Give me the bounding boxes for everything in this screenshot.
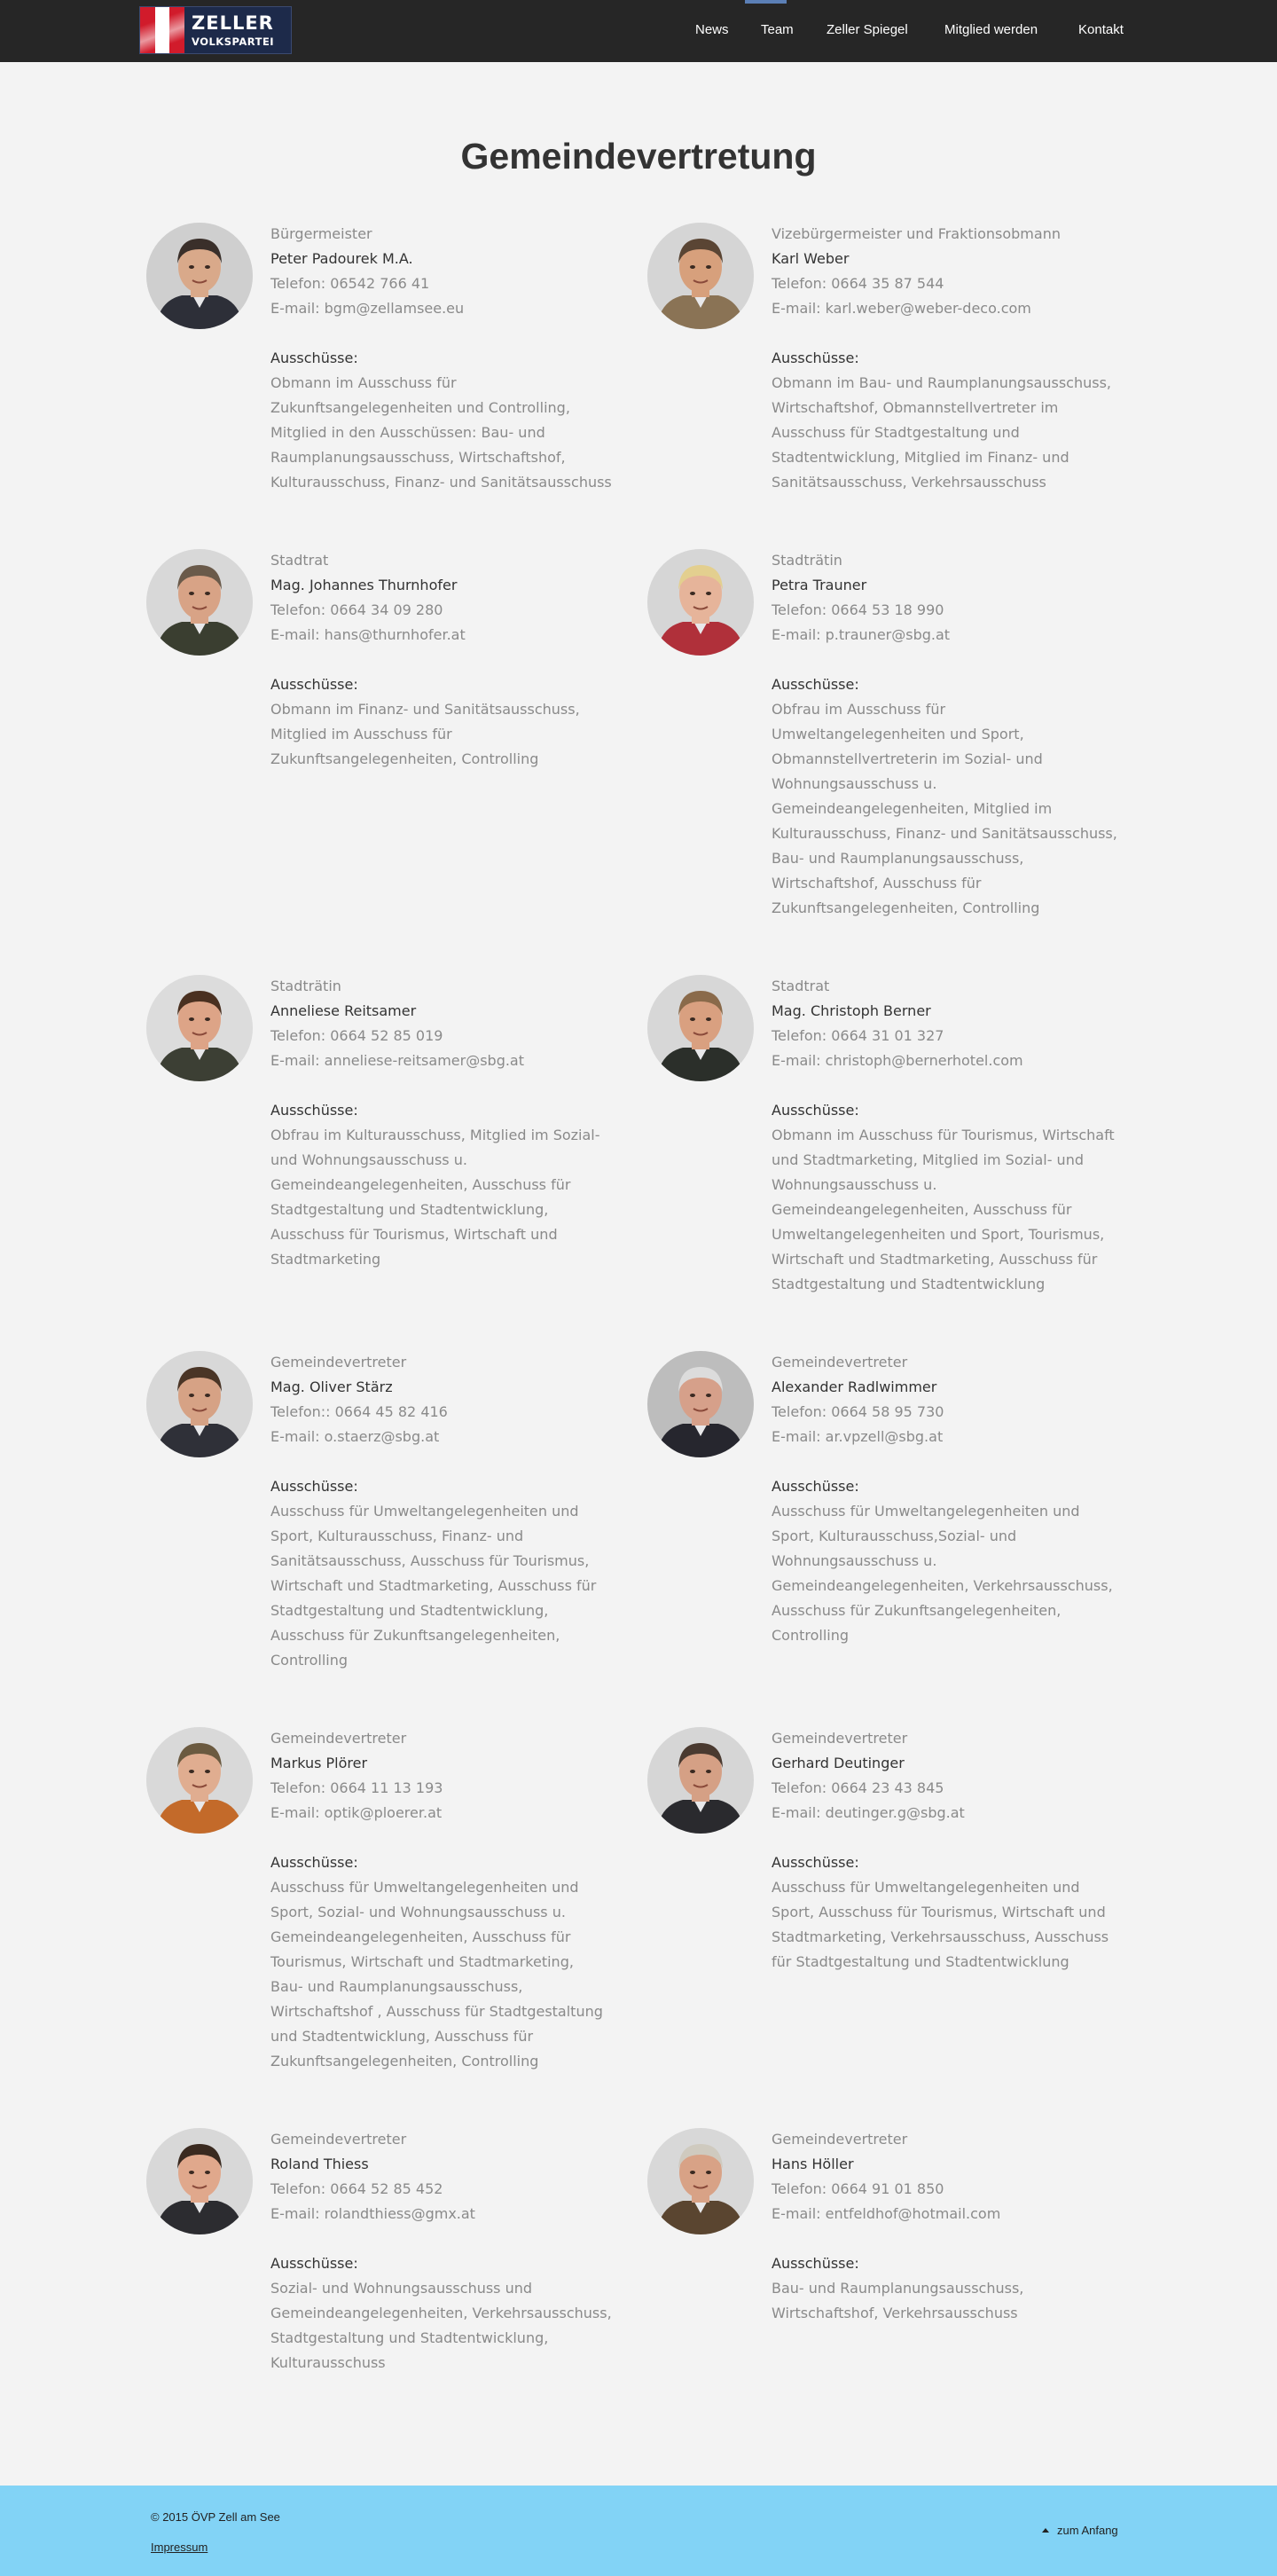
member-email[interactable]: E-mail: rolandthiess@gmx.at [270, 2205, 475, 2222]
ausschuesse-line: Stadtgestaltung und Stadtentwicklung, [270, 1201, 549, 1218]
top-navigation-bar [0, 0, 1277, 62]
member-photo [647, 1727, 754, 1834]
ausschuesse-line: Zukunftsangelegenheiten, Controlling [270, 2053, 539, 2069]
member-role: Gemeindevertreter [270, 2131, 407, 2148]
member-name: Karl Weber [772, 250, 850, 267]
ausschuesse-label: Ausschüsse: [270, 1102, 358, 1119]
member-email[interactable]: E-mail: entfeldhof@hotmail.com [772, 2205, 1001, 2222]
member-photo [146, 2128, 253, 2234]
member-photo [647, 975, 754, 1081]
member-role: Gemeindevertreter [270, 1730, 407, 1747]
member-name: Mag. Christoph Berner [772, 1002, 931, 1019]
ausschuesse-line: Obfrau im Kulturausschuss, Mitglied im Sozial- [270, 1127, 600, 1143]
ausschuesse-label: Ausschüsse: [772, 349, 859, 366]
member-role: Stadträtin [772, 552, 842, 569]
nav-item-mitglied-werden[interactable]: Mitglied werden [944, 22, 1038, 37]
member-email[interactable]: E-mail: optik@ploerer.at [270, 1804, 443, 1821]
member-name: Anneliese Reitsamer [270, 1002, 417, 1019]
ausschuesse-line: Obfrau im Ausschuss für [772, 701, 946, 718]
footer [0, 2486, 1277, 2576]
ausschuesse-line: Stadtgestaltung und Stadtentwicklung, [270, 2329, 549, 2346]
member-name: Peter Padourek M.A. [270, 250, 413, 267]
member-email[interactable]: E-mail: deutinger.g@sbg.at [772, 1804, 965, 1821]
member-email[interactable]: E-mail: karl.weber@weber-deco.com [772, 300, 1031, 317]
ausschuesse-line: Obmann im Finanz- und Sanitätsausschuss, [270, 701, 580, 718]
ausschuesse-label: Ausschüsse: [772, 1478, 859, 1495]
ausschuesse-line: Gemeindeangelegenheiten, Ausschuss für [772, 1201, 1072, 1218]
member-name: Petra Trauner [772, 577, 867, 593]
member-role: Gemeindevertreter [772, 1730, 908, 1747]
ausschuesse-line: Stadtgestaltung und Stadtentwicklung [772, 1276, 1046, 1292]
ausschuesse-line: Ausschuss für Zukunftsangelegenheiten, [772, 1602, 1062, 1619]
member-name: Roland Thiess [270, 2156, 369, 2172]
member-photo [146, 549, 253, 656]
ausschuesse-line: Bau- und Raumplanungsausschuss, [772, 2280, 1024, 2297]
member-photo [146, 1351, 253, 1457]
ausschuesse-line: Raumplanungsausschuss, Wirtschaftshof, [270, 449, 566, 466]
arrow-up-icon [1042, 2528, 1049, 2533]
impressum-link[interactable]: Impressum [151, 2541, 208, 2554]
ausschuesse-label: Ausschüsse: [270, 2255, 358, 2272]
member-email[interactable]: E-mail: p.trauner@sbg.at [772, 626, 951, 643]
ausschuesse-line: Ausschuss für Umweltangelegenheiten und [772, 1503, 1080, 1520]
ausschuesse-line: Obmann im Ausschuss für [270, 374, 457, 391]
member-role: Stadtrat [270, 552, 329, 569]
member-email[interactable]: E-mail: anneliese-reitsamer@sbg.at [270, 1052, 525, 1069]
ausschuesse-label: Ausschüsse: [270, 349, 358, 366]
back-to-top-label: zum Anfang [1057, 2524, 1118, 2537]
ausschuesse-line: Wirtschaftshof, Verkehrsausschuss [772, 2305, 1018, 2321]
ausschuesse-line: Sozial- und Wohnungsausschuss und [270, 2280, 533, 2297]
ausschuesse-label: Ausschüsse: [772, 1102, 859, 1119]
member-email[interactable]: E-mail: o.staerz@sbg.at [270, 1428, 440, 1445]
ausschuesse-line: Stadtentwicklung, Mitglied im Finanz- und [772, 449, 1069, 466]
member-email[interactable]: E-mail: bgm@zellamsee.eu [270, 300, 465, 317]
ausschuesse-line: Wirtschaftshof , Ausschuss für Stadtgestaltung [270, 2003, 603, 2020]
ausschuesse-line: Ausschuss für Tourismus, Wirtschaft und [270, 1226, 558, 1243]
ausschuesse-label: Ausschüsse: [270, 1478, 358, 1495]
ausschuesse-line: Kulturausschuss, Finanz- und Sanitätsausschuss [270, 474, 612, 491]
ausschuesse-line: Stadtmarketing [270, 1251, 381, 1268]
active-nav-indicator [745, 0, 787, 4]
nav-item-team[interactable]: Team [761, 22, 794, 37]
member-phone: Telefon: 0664 53 18 990 [772, 601, 944, 618]
ausschuesse-line: Sanitätsausschuss, Verkehrsausschuss [772, 474, 1046, 491]
nav-item-news[interactable]: News [695, 22, 729, 37]
member-photo [647, 1351, 754, 1457]
party-logo[interactable] [139, 6, 292, 54]
ausschuesse-line: Bau- und Raumplanungsausschuss, [772, 850, 1024, 867]
page-title: Gemeindevertretung [460, 136, 817, 177]
ausschuesse-line: Zukunftsangelegenheiten, Controlling [270, 750, 539, 767]
ausschuesse-label: Ausschüsse: [772, 1854, 859, 1871]
member-name: Gerhard Deutinger [772, 1755, 905, 1771]
ausschuesse-line: Ausschuss für Umweltangelegenheiten und [270, 1503, 579, 1520]
ausschuesse-line: Wohnungsausschuss u. [772, 1176, 937, 1193]
ausschuesse-line: für Stadtgestaltung und Stadtentwicklung [772, 1953, 1069, 1970]
member-phone: Telefon: 0664 34 09 280 [270, 601, 443, 618]
ausschuesse-line: Mitglied im Ausschuss für [270, 726, 452, 742]
logo-subtitle: VOLKSPARTEI [192, 35, 275, 48]
ausschuesse-line: und Stadtentwicklung, Ausschuss für [270, 2028, 534, 2045]
ausschuesse-line: Sport, Kulturausschuss, Finanz- und [270, 1528, 524, 1544]
member-photo [146, 223, 253, 329]
ausschuesse-line: Wirtschaft und Stadtmarketing, Ausschuss für [772, 1251, 1098, 1268]
member-photo [146, 1727, 253, 1834]
flag-icon [140, 7, 184, 54]
ausschuesse-line: Sport, Ausschuss für Tourismus, Wirtschaft und [772, 1904, 1106, 1920]
copyright-text: © 2015 ÖVP Zell am See [151, 2510, 280, 2524]
nav-item-kontakt[interactable]: Kontakt [1078, 22, 1124, 37]
member-phone: Telefon: 0664 91 01 850 [772, 2180, 944, 2197]
ausschuesse-line: Tourismus, Wirtschaft und Stadtmarketing, [270, 1953, 574, 1970]
ausschuesse-line: Wirtschaftshof, Ausschuss für [772, 875, 982, 891]
ausschuesse-line: Obmannstellvertreterin im Sozial- und [772, 750, 1043, 767]
member-phone: Telefon: 0664 11 13 193 [270, 1779, 443, 1796]
ausschuesse-line: Obmann im Ausschuss für Tourismus, Wirtschaft [772, 1127, 1115, 1143]
member-email[interactable]: E-mail: christoph@bernerhotel.com [772, 1052, 1023, 1069]
ausschuesse-line: Stadtgestaltung und Stadtentwicklung, [270, 1602, 549, 1619]
member-name: Markus Plörer [270, 1755, 368, 1771]
logo-title: ZELLER [192, 12, 274, 34]
member-photo [146, 975, 253, 1081]
ausschuesse-label: Ausschüsse: [270, 1854, 358, 1871]
member-email[interactable]: E-mail: ar.vpzell@sbg.at [772, 1428, 944, 1445]
member-name: Hans Höller [772, 2156, 854, 2172]
ausschuesse-line: Zukunftsangelegenheiten und Controlling, [270, 399, 570, 416]
member-role: Gemeindevertreter [772, 1354, 908, 1370]
ausschuesse-line: Mitglied in den Ausschüssen: Bau- und [270, 424, 545, 441]
ausschuesse-line: Wohnungsausschuss u. [772, 775, 937, 792]
member-role: Gemeindevertreter [270, 1354, 407, 1370]
member-phone: Telefon: 0664 31 01 327 [772, 1027, 944, 1044]
member-photo [647, 2128, 754, 2234]
ausschuesse-line: Ausschuss für Umweltangelegenheiten und [270, 1879, 579, 1896]
ausschuesse-line: Ausschuss für Zukunftsangelegenheiten, [270, 1627, 560, 1644]
ausschuesse-line: Gemeindeangelegenheiten, Mitglied im [772, 800, 1053, 817]
ausschuesse-line: Wohnungsausschuss u. [772, 1552, 937, 1569]
ausschuesse-line: Controlling [270, 1652, 349, 1669]
ausschuesse-line: Umweltangelegenheiten und Sport, [772, 726, 1024, 742]
nav-item-zeller-spiegel[interactable]: Zeller Spiegel [827, 22, 908, 37]
ausschuesse-line: Zukunftsangelegenheiten, Controlling [772, 899, 1040, 916]
ausschuesse-line: Gemeindeangelegenheiten, Verkehrsausschuss, [270, 2305, 612, 2321]
member-phone: Telefon: 0664 52 85 019 [270, 1027, 443, 1044]
ausschuesse-line: Controlling [772, 1627, 850, 1644]
member-phone: Telefon: 0664 23 43 845 [772, 1779, 944, 1796]
ausschuesse-label: Ausschüsse: [270, 676, 358, 693]
ausschuesse-line: Ausschuss für Stadtgestaltung und [772, 424, 1020, 441]
ausschuesse-line: Kulturausschuss [270, 2354, 386, 2371]
ausschuesse-line: Wirtschaft und Stadtmarketing, Ausschuss für [270, 1577, 597, 1594]
ausschuesse-line: Ausschuss für Umweltangelegenheiten und [772, 1879, 1080, 1896]
ausschuesse-line: Gemeindeangelegenheiten, Ausschuss für [270, 1176, 571, 1193]
ausschuesse-line: Obmann im Bau- und Raumplanungsausschuss, [772, 374, 1111, 391]
ausschuesse-line: Sport, Sozial- und Wohnungsausschuss u. [270, 1904, 566, 1920]
member-phone: Telefon: 0664 35 87 544 [772, 275, 944, 292]
ausschuesse-line: Gemeindeangelegenheiten, Verkehrsausschuss, [772, 1577, 1113, 1594]
member-role: Vizebürgermeister und Fraktionsobmann [772, 225, 1061, 242]
ausschuesse-line: und Wohnungsausschuss u. [270, 1151, 467, 1168]
member-phone: Telefon: 0664 52 85 452 [270, 2180, 443, 2197]
member-name: Alexander Radlwimmer [772, 1378, 937, 1395]
member-phone: Telefon:: 0664 45 82 416 [270, 1403, 448, 1420]
member-photo [647, 549, 754, 656]
member-name: Mag. Oliver Stärz [270, 1378, 393, 1395]
member-phone: Telefon: 06542 766 41 [270, 275, 430, 292]
ausschuesse-line: Kulturausschuss, Finanz- und Sanitätsausschuss, [772, 825, 1117, 842]
member-role: Stadträtin [270, 978, 341, 994]
ausschuesse-line: Stadtmarketing, Verkehrsausschuss, Ausschuss [772, 1928, 1109, 1945]
ausschuesse-line: und Stadtmarketing, Mitglied im Sozial- und [772, 1151, 1084, 1168]
ausschuesse-line: Gemeindeangelegenheiten, Ausschuss für [270, 1928, 571, 1945]
ausschuesse-label: Ausschüsse: [772, 2255, 859, 2272]
member-role: Stadtrat [772, 978, 830, 994]
member-role: Gemeindevertreter [772, 2131, 908, 2148]
ausschuesse-line: Bau- und Raumplanungsausschuss, [270, 1978, 523, 1995]
back-to-top-link[interactable] [1042, 2524, 1118, 2537]
member-role: Bürgermeister [270, 225, 372, 242]
ausschuesse-line: Sport, Kulturausschuss,Sozial- und [772, 1528, 1017, 1544]
member-phone: Telefon: 0664 58 95 730 [772, 1403, 944, 1420]
member-name: Mag. Johannes Thurnhofer [270, 577, 458, 593]
ausschuesse-label: Ausschüsse: [772, 676, 859, 693]
member-photo [647, 223, 754, 329]
ausschuesse-line: Sanitätsausschuss, Ausschuss für Tourismus, [270, 1552, 590, 1569]
ausschuesse-line: Wirtschaftshof, Obmannstellvertreter im [772, 399, 1059, 416]
member-email[interactable]: E-mail: hans@thurnhofer.at [270, 626, 466, 643]
ausschuesse-line: Umweltangelegenheiten und Sport, Tourismus, [772, 1226, 1105, 1243]
